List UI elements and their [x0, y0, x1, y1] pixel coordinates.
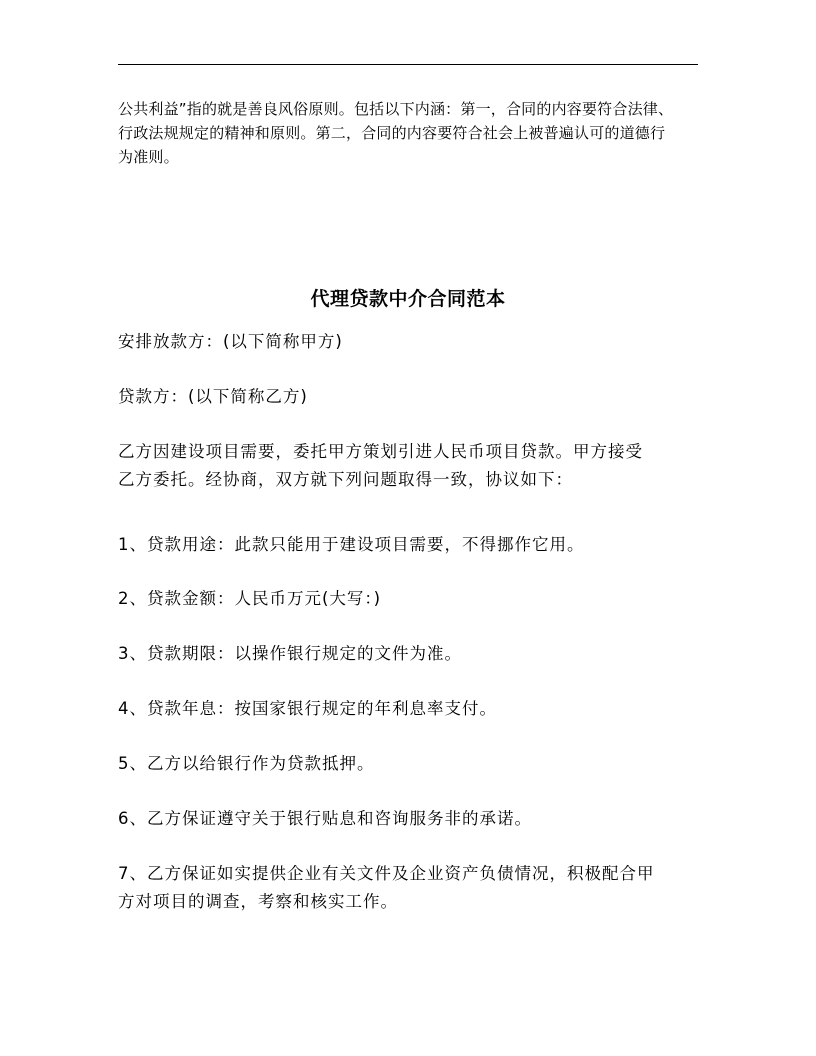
header-divider	[118, 64, 698, 65]
intro-paragraph	[118, 97, 708, 169]
party-b-text: 贷款方：(以下简称乙方)	[118, 387, 308, 406]
clause-line: 7、乙方保证如实提供企业有关文件及企业资产负债情况，积极配合甲	[118, 864, 655, 883]
preamble-line: 乙方委托。经协商，双方就下列问题取得一致，协议如下：	[118, 470, 573, 489]
clause-4	[118, 695, 718, 723]
clause-line: 1、贷款用途：此款只能用于建设项目需要，不得挪作它用。	[118, 535, 585, 554]
clause-7	[118, 860, 718, 916]
intro-line: 公共利益”指的就是善良风俗原则。包括以下内涵：第一，合同的内容要符合法律、	[118, 100, 674, 118]
clause-line: 5、乙方以给银行作为贷款抵押。	[118, 754, 375, 773]
preamble-line: 乙方因建设项目需要，委托甲方策划引进人民币项目贷款。甲方接受	[118, 442, 643, 461]
clause-2	[118, 585, 718, 613]
clause-line: 2、贷款金额：人民币万元(大写：)	[118, 589, 382, 608]
party-a-text: 安排放款方：(以下简称甲方)	[118, 332, 343, 351]
clause-5	[118, 750, 718, 778]
clause-6	[118, 805, 718, 833]
intro-line: 行政法规规定的精神和原则。第二，合同的内容要符合社会上被普遍认可的道德行	[118, 124, 666, 142]
clause-line: 3、贷款期限：以操作银行规定的文件为准。	[118, 644, 462, 663]
clause-line: 4、贷款年息：按国家银行规定的年利息率支付。	[118, 699, 497, 718]
clause-1	[118, 531, 718, 559]
clause-3	[118, 640, 718, 668]
document-title: 代理贷款中介合同范本	[310, 288, 506, 310]
preamble-paragraph	[118, 438, 718, 494]
clause-line: 6、乙方保证遵守关于银行贴息和咨询服务非的承诺。	[118, 809, 532, 828]
party-b-line	[118, 383, 718, 411]
intro-line: 为准则。	[118, 148, 179, 166]
party-a-line	[118, 328, 718, 356]
clause-line: 方对项目的调查，考察和核实工作。	[118, 892, 398, 911]
